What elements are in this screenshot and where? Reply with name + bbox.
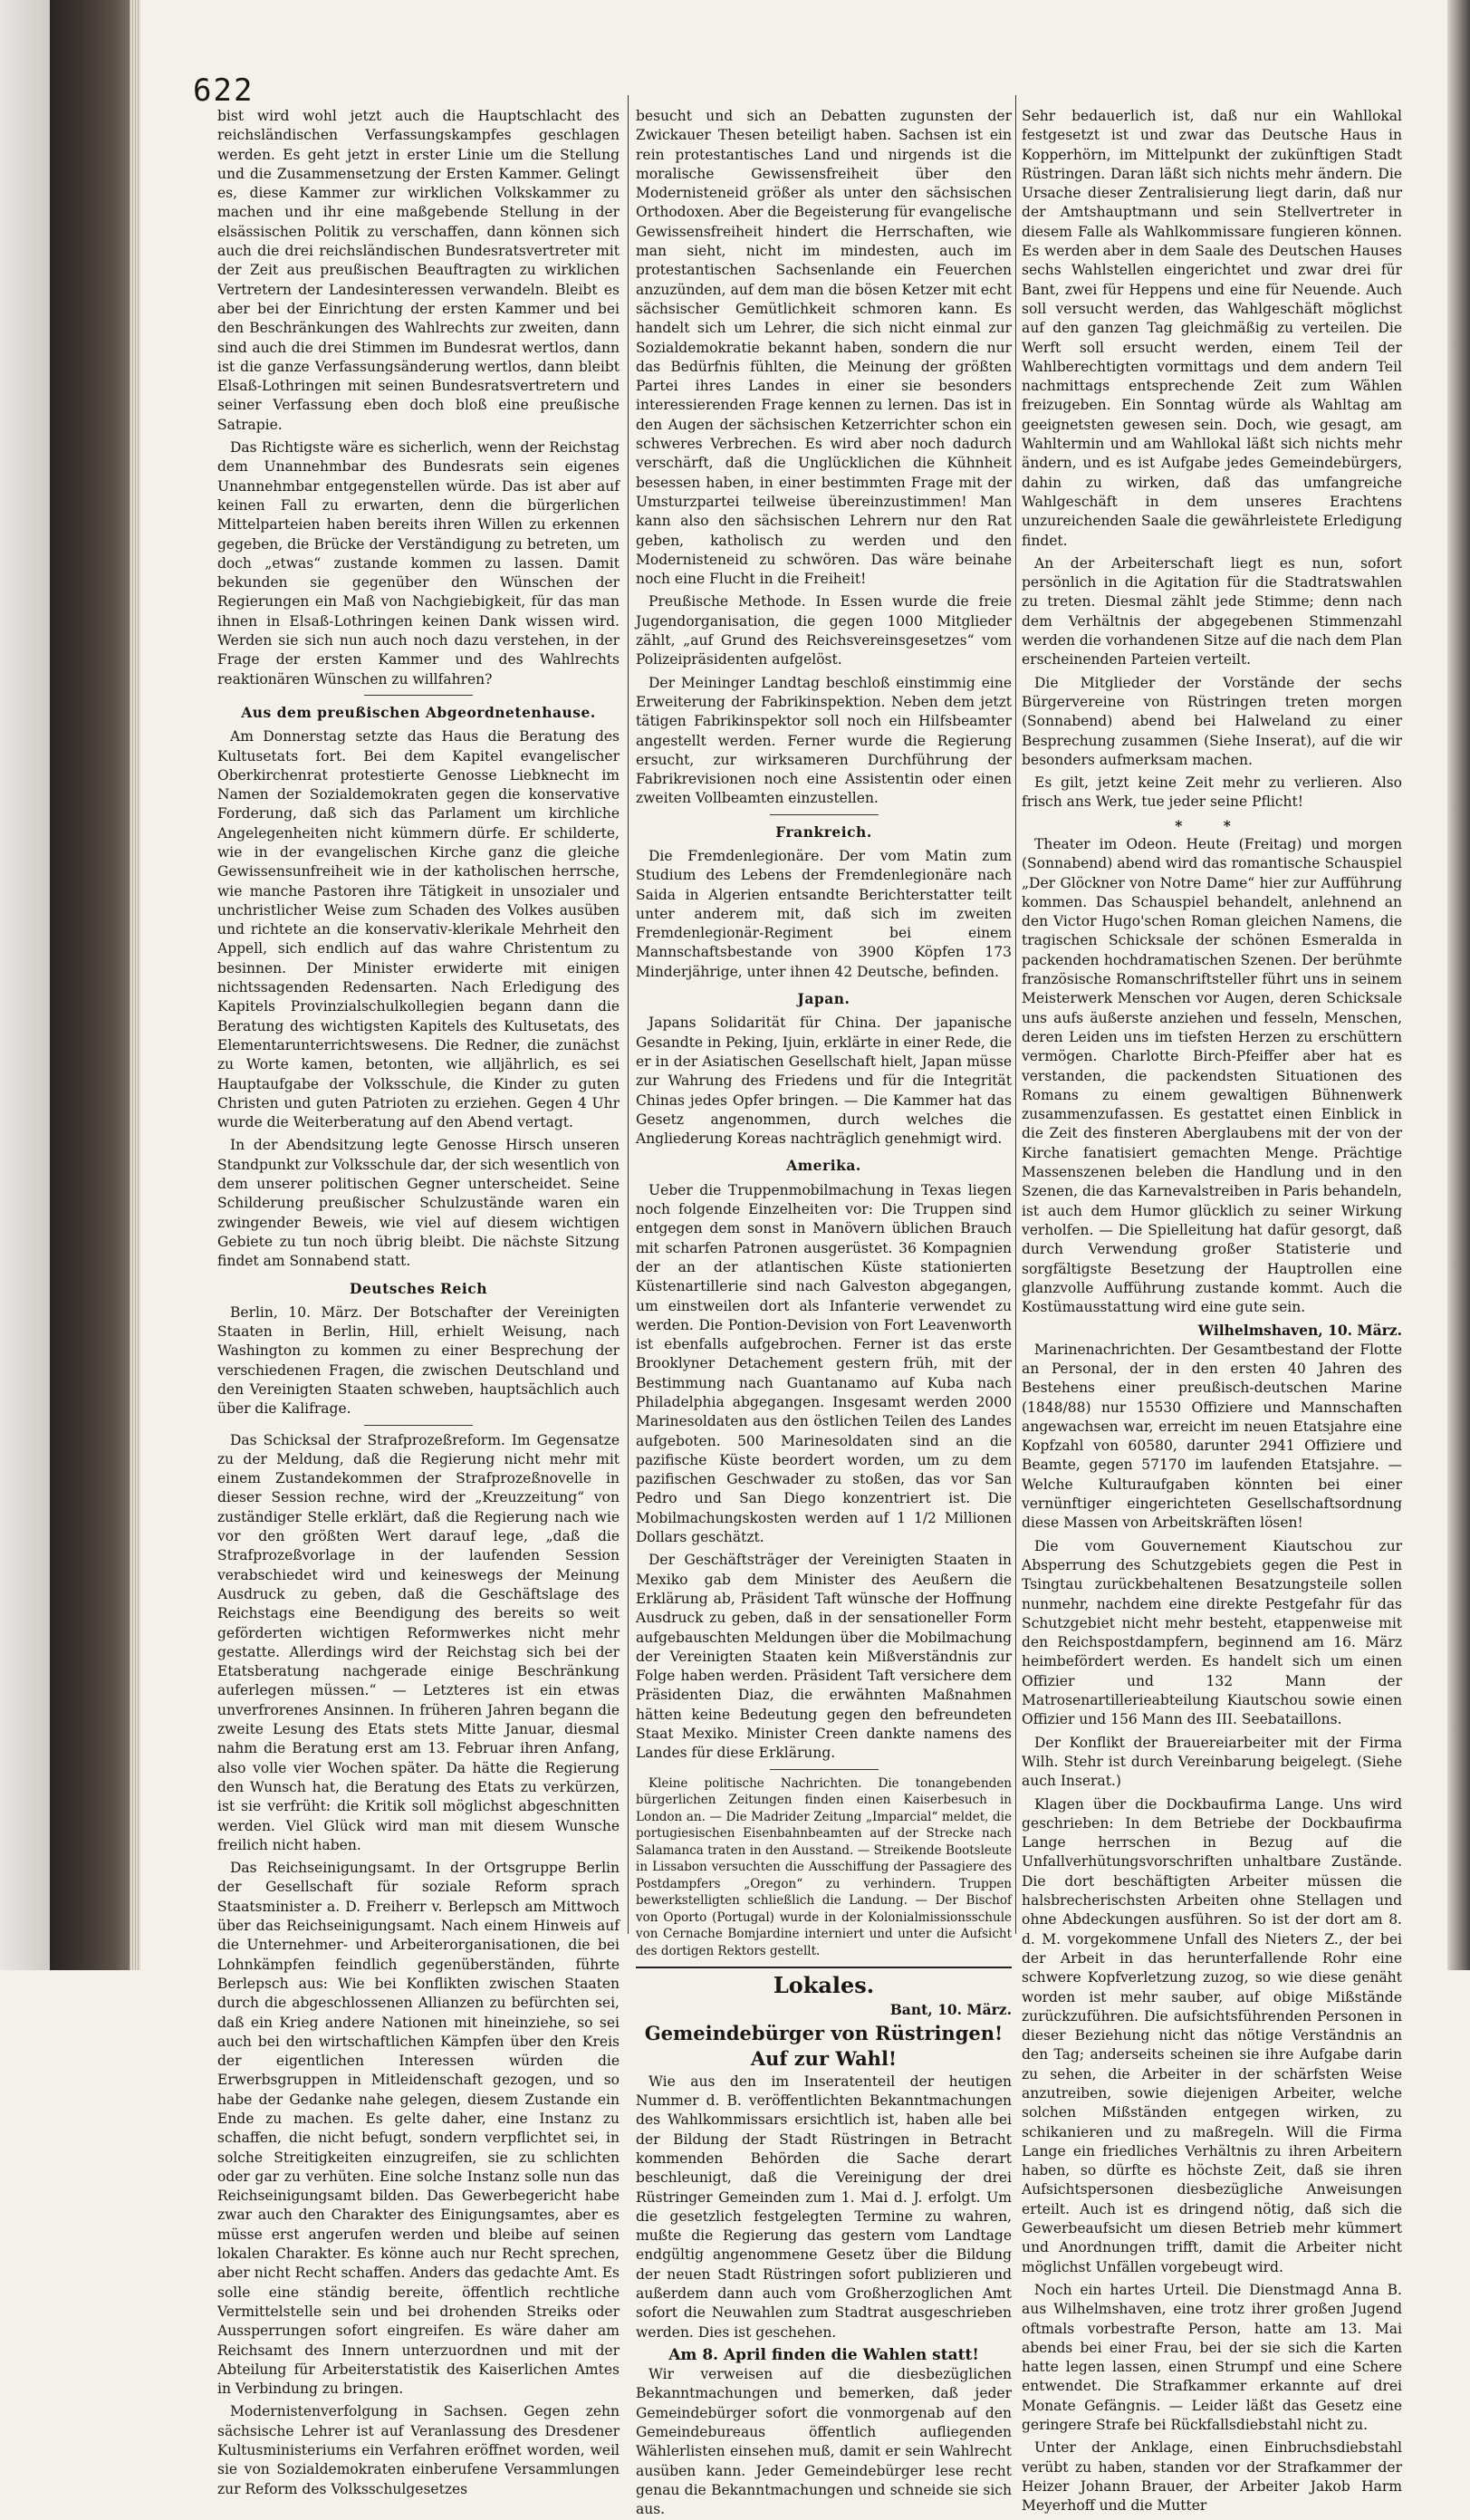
- paragraph: Das Richtigste wäre es sicherlich, wenn der Reichstag dem Unannehmbar des Bundesrats sein eigenes Unannehmbar entgegenstellen würde. Das ist aber auf keinen Fall zu erwarten, denn die bürgerlichen Mittelparteien haben bereits ihren Willen zu erkennen gegeben, die Brücke der Verständigung zu betreten, um doch „etwas“ zustande kommen zu lassen. Damit bekunden sie gegenüber den Wünschen der Regierungen ein Maß von Nachgiebigkeit, für das man ihnen in Elsaß-Lothringen keinen Dank wissen wird. Werden sie sich nun auch noch dazu verstehen, in der Frage der ersten Kammer und des Wahlrechts reaktionären Wünschen zu willfahren?: [217, 439, 620, 688]
- paragraph: Wie aus den im Inseratenteil der heutigen Nummer d. B. veröffentlichten Bekanntmachungen des Wahlkommissars ersichtlich ist, haben alle bei der Bildung der Stadt Rüstringen in Betracht kommenden Behörden die Sache derart beschleunigt, daß die Vereinigung der drei Rüstringer Gemeinden zum 1. Mai d. J. erfolgt. Um die gesetzlich festgelegten Termine zu wahren, mußte die Regierung das gestern vom Landtage endgültig angenommene Gesetz über die Bildung der neuen Stadt Rüstringen sofort publizieren und außerdem dann auch vom Großherzoglichen Amt sofort die Neuwahlen zum Stadtrat ausgeschrieben werden. Dies ist geschehen.: [636, 2073, 1012, 2341]
- paragraph: Die Fremdenlegionäre. Der vom Matin zum Studium des Lebens der Fremdenlegionäre nach Saida in Algerien entsandte Berichterstatter teilt unter anderem mit, daß sich im zweiten Fremdenlegionär-Regiment bei einem Mannschaftsbestande von 3900 Köpfen 173 Minderjährige, unter ihnen 42 Deutsche, befinden.: [636, 847, 1012, 980]
- paragraph: Japans Solidarität für China. Der japanische Gesandte in Peking, Ijuin, erklärte in einer Rede, die er in der Asiatischen Gesellschaft hielt, Japan müsse zur Wahrung des Friedens und für die Integrität Chinas jedes Opfer bringen. — Die Kammer hat das Gesetz angenommen, durch welches die Angliederung Koreas nachträglich genehmigt wird.: [636, 1015, 1012, 1148]
- column-2: [636, 107, 1012, 2518]
- paragraph: Noch ein hartes Urteil. Die Dienstmagd Anna B. aus Wilhelmshaven, eine trotz ihrer großen Jugend oftmals vorbestrafte Person, hatte am 13. Mai abends bei einer Frau, bei der sie sich die Karten hatte legen lassen, einen Strumpf und eine Schere entwendet. Die Strafkammer erkannte auf drei Monate Gefängnis. — Leider läßt das Gesetz eine geringere Strafe bei Rückfallsdiebstahl nicht zu.: [1022, 2281, 1402, 2434]
- paragraph: Preußische Methode. In Essen wurde die freie Jugendorganisation, die gegen 1000 Mitglieder zählt, „auf Grund des Reichsvereinsgesetzes“ vom Polizeipräsidenten aufgelöst.: [636, 593, 1012, 668]
- paragraph: Theater im Odeon. Heute (Freitag) und morgen (Sonnabend) abend wird das romantische Schauspiel „Der Glöckner von Notre Dame“ hier zur Aufführung kommen. Das Schauspiel behandelt, anlehnend an den Victor Hugo'schen Roman gleichen Namens, die tragischen Schicksale der schönen Esmeralda in packenden hochdramatischen Szenen. Der berühmte französische Romanschriftsteller führt uns in seinem Meisterwerk Menschen vor Augen, deren Schicksale uns aufs äußerste anziehen und fesseln, Menschen, deren Leiden uns im tiefsten Herzen zu erschüttern vermögen. Charlotte Birch-Pfeiffer aber hat es verstanden, die packendsten Situationen des Romans zu einem gewaltigen Bühnenwerk zusammenzufassen. Es gestattet einen Einblick in die Zeit des finsteren Aberglaubens mit der von der Kirche fanatisiert gemachten Menge. Prächtige Massenszenen beleben die Handlung und in den Szenen, die das Karnevalstreiben in Paris behandeln, ist auch dem Humor glücklich zu seiner Wirkung verholfen. — Die Spielleitung hat dafür gesorgt, daß durch Verwendung großer Statisterie und sorgfältigste Besetzung der Hauptrollen eine glanzvolle Aufführung zustande kommt. Auch die Kostümausstattung wird eine gute sein.: [1022, 835, 1402, 1316]
- paragraph: besucht und sich an Debatten zugunsten der Zwickauer Thesen beteiligt haben. Sachsen ist ein rein protestantisches Land und nirgends ist die moralische Gewissensfreiheit über den Modernisteneid größer als unter den sächsischen Orthodoxen. Aber die Begeisterung für evangelische Gewissensfreiheit hindert die Herrschaften, wie man sieht, nicht im mindesten, auch im protestantischen Sachsenlande ein Feuerchen anzuzünden, auf dem man die bösen Ketzer mit echt sächsischer Gemütlichkeit schmoren kann. Es handelt sich um Lehrer, die sich nicht einmal zur Sozialdemokratie bekannt haben, sondern die nur das Bedürfnis fühlten, die Meinung der größten Partei ihres Landes in einer sie besonders interessierenden Frage kennen zu lernen. Das ist in den Augen der sächsischen Ketzerrichter schon ein schweres Verbrechen. Es wird aber noch dadurch verschärft, daß die Unglücklichen die Kühnheit besessen haben, in einer bestimmten Frage mit der Umsturzpartei teilweise übereinzustimmen! Man kann also den sächsischen Lehrern nur den Rat geben, katholisch zu werden und den Modernisteneid zu schwören. Das wäre beinahe noch eine Flucht in die Freiheit!: [636, 108, 1012, 588]
- paragraph: Der Geschäftsträger der Vereinigten Staaten in Mexiko gab dem Minister des Aeußern die Erklärung ab, Präsident Taft wünsche der Hoffnung Ausdruck zu geben, daß in der sensationeller Form aufgebauschten Meldungen über die Mobilmachung der Vereinigten Staaten kein Mißverständnis zur Folge haben werden. Präsident Taft versichere dem Präsidenten Diaz, die erwähnten Maßnahmen hätten keine Bedeutung gegen den befreundeten Staat Mexiko. Minister Creen dankte namens des Landes für diese Erklärung.: [636, 1552, 1012, 1762]
- paragraph: Es gilt, jetzt keine Zeit mehr zu verlieren. Also frisch ans Werk, tue jeder seine Pflicht!: [1022, 774, 1402, 811]
- paragraph: In der Abendsitzung legte Genosse Hirsch unseren Standpunkt zur Volksschule dar, der sich wesentlich von dem unserer politischen Gegner unterscheidet. Seine Schilderung preußischer Schulzustände waren ein zwingender Beweis, wie viel auf diesem wichtigen Gebiete zu tun noch übrig bleibt. Die nächste Sitzung findet am Sonnabend statt.: [217, 1137, 620, 1270]
- paragraph: Das Reichseinigungsamt. In der Ortsgruppe Berlin der Gesellschaft für soziale Reform sprach Staatsminister a. D. Freiherr v. Berlepsch am Mittwoch über das Reichseinigungsamt. Nach einem Hinweis auf die Unternehmer- und Arbeiterorganisationen, die bei Lohnkämpfen feindlich gegenüberständen, führte Berlepsch aus: Wie bei Konflikten zwischen Staaten durch die abgeschlossenen Allianzen zu befürchten sei, daß ein Krieg andere Nationen mit hineinziehe, so sei auch bei den wirtschaftlichen Kämpfen über den Kreis der eigentlichen Interessen würden die Erwerbsgruppen in Mitleidenschaft gezogen, und so habe der Gedanke nahe gelegen, diesem Zustande ein Ende zu machen. Es gelte daher, eine Instanz zu schaffen, die nicht befugt, sondern verpflichtet sei, in solche Streitigkeiten einzugreifen, sie zu schlichten oder gar zu verhüten. Eine solche Instanz solle nun das Reichseinigungsamt bilden. Das Gewerbegericht habe zwar auch den Charakter des Einigungsamtes, aber es müsse erst angerufen werden und bleibe auf seinen lokalen Charakter. Es könne auch nur Recht sprechen, aber nicht Recht schaffen. Anders das gedachte Amt. Es solle eine ständig bereite, öffentlich rechtliche Vermittelstelle sein und bei drohenden Streiks oder Aussperrungen sofort eingreifen. Es wäre daher am Reichsamt des Innern unterzuordnen und mit der Abteilung für Arbeiterstatistik des Kaiserlichen Amtes in Verbindung zu bringen.: [217, 1860, 620, 2398]
- separator: [636, 1967, 1012, 1968]
- paragraph: Klagen über die Dockbaufirma Lange. Uns wird geschrieben: In dem Betriebe der Dockbaufirma Lange herrschen in Bezug auf die Unfallverhütungsvorschriften unhaltbare Zustände. Die dort beschäftigten Arbeiter müssen die halsbrecherischsten Arbeiten ohne Stellagen und ohne Abdeckungen ausführen. So ist der dort am 8. d. M. vorgekommene Unfall des Nieters Z., der bei der Arbeit in das herunterfallende Rohr eine schwere Kopfverletzung zuzog, so wie diese genäht worden ist mehr sauber, auf obige Mißstände zurückzuführen. Die aufsichtsführenden Personen in dieser Beziehung nicht das nötige Verständnis an den Tag; anderseits scheinen sie ihre Aufgabe darin zu sehen, die Arbeiter in der schärfsten Weise anzutreiben, sowie diejenigen Arbeiter, welche solchen Mißständen entgegen wirken, zu schikanieren und zu maßregeln. Will die Firma Lange ein friedliches Verhältnis zu ihren Arbeitern haben, so dürfte es höchste Zeit, daß sie ihren Aufsichtspersonen diesbezügliche Anweisungen erteilt. Auch ist es dringend nötig, daß sich die Gewerbeaufsicht um diesen Betrieb mehr kümmert und Anordnungen trifft, damit die Arbeiter nicht möglichst Unfällen vorgebeugt wird.: [1022, 1795, 1402, 2275]
- paragraph: Kleine politische Nachrichten. Die tonangebenden bürgerlichen Zeitungen finden einen Kaiserbesuch in London an. — Die Madrider Zeitung „Imparcial“ meldet, die portugiesischen Eisenbahnbeamten auf der Strecke nach Salamanca traten in den Ausstand. — Streikende Bootsleute in Lissabon versuchten die Ausschiffung der Passagiere des Postdampfers „Oregon“ zu verhindern. Truppen bewerkstelligten schließlich die Landung. — Der Bischof von Oporto (Portugal) wurde in der Kolonialmissionsschule von Cernache Bomjardine interniert und unter die Aufsicht des dortigen Rektors gestellt.: [636, 1775, 1012, 1958]
- paragraph: Am Donnerstag setzte das Haus die Beratung des Kultusetats fort. Bei dem Kapitel evangelischer Oberkirchenrat protestierte Genosse Liebknecht im Namen der Sozialdemokraten gegen die konservative Forderung, daß sich das Parlament um kirchliche Angelegenheiten nicht kümmern dürfe. Er schilderte, wie in der evangelischen Kirche ganz die gleiche Gewissensunfreiheit wie in der katholischen herrsche, wie manche Pastoren ihre Tätigkeit in unsozialer und unchristlicher Weise zum Schaden des Volkes ausüben und richtete an die konservativ-klerikale Mehrheit den Appell, sich endlich auf das wahre Christentum zu besinnen. Der Minister erwiderte mit einigen nichtssagenden Redensarten. Nach Erledigung des Kapitels Provinzialschulkollegien begann dann die Beratung des wichtigsten Kapitels des Kultusetats, des Elementarunterrichtswesens. Die Redner, die zunächst zu Worte kamen, betonten, wie alljährlich, es sei Hauptaufgabe der Volksschule, die Kinder zu guten Christen und guten Patrioten zu erziehen. Gegen 4 Uhr wurde die Weiterberatung auf den Abend vertagt.: [217, 728, 620, 1131]
- announcement: Am 8. April finden die Wahlen statt!: [668, 2345, 979, 2364]
- section-heading: Aus dem preußischen Abgeordnetenhause.: [241, 703, 596, 721]
- section-heading: Deutsches Reich: [350, 1279, 487, 1297]
- book-binding: [50, 0, 140, 1970]
- section-heading: Amerika.: [786, 1157, 861, 1175]
- headline: Auf zur Wahl!: [750, 2046, 898, 2070]
- section-heading: Frankreich.: [775, 822, 872, 841]
- separator: [770, 1769, 879, 1770]
- separator: [770, 814, 879, 815]
- dateline: Wilhelmshaven, 10. März.: [1197, 1322, 1402, 1340]
- separator: [364, 695, 473, 696]
- paragraph: An der Arbeiterschaft liegt es nun, sofort persönlich in die Agitation für die Stadtratswahlen zu treten. Diesmal zählt jede Stimme; denn nach dem Verhältnis der abgegebenen Stimmenzahl werden die vorhandenen Sitze auf die nach dem Plan erscheinenden Parteien verteilt.: [1022, 554, 1402, 668]
- paragraph: Modernistenverfolgung in Sachsen. Gegen zehn sächsische Lehrer ist auf Veranlassung des Dresdener Kultusministeriums ein Verfahren eröffnet worden, weil sie von Sozialdemokraten einberufene Versammlungen zur Reform des Volksschulgesetzes: [217, 2403, 620, 2497]
- paragraph: Unter der Anklage, einen Einbruchsdiebstahl verübt zu haben, standen vor der Strafkammer der Heizer Johann Brauer, der Arbeiter Jakob Harm Meyerhoff und die Mutter: [1022, 2439, 1402, 2515]
- paragraph: Ueber die Truppenmobilmachung in Texas liegen noch folgende Einzelheiten vor: Die Truppen sind entgegen dem sonst in Manövern üblichen Brauch mit scharfen Patronen ausgerüstet. 36 Kompagnien der an der atlantischen Küste stationierten Küstenartillerie sind nach Galveston abgegangen, um einstweilen dort als Infanterie verwendet zu werden. Die Pontion-Devision von Fort Leavenworth ist ebenfalls aufgebrochen. Ferner ist das erste Brooklyner Detachement gestern früh, mit der Bestimmung nach Guantanamo auf Kuba nach Philadelphia abgegangen. Insgesamt werden 2000 Marinesoldaten aus den östlichen Teilen des Landes aufgeboten. 500 Marinesoldaten sind an die pazifische Küste beordert worden, um zu dem pazifischen Geschwader zu stoßen, das vor San Pedro und San Diego konzentriert ist. Die Mobilmachungskosten werden auf 1 1/2 Millionen Dollars geschätzt.: [636, 1181, 1012, 1546]
- paragraph: Die vom Gouvernement Kiautschou zur Absperrung des Schutzgebiets gegen die Pest in Tsingtau zurückbehaltenen Besatzungsteile sollen nunmehr, nachdem eine direkte Pestgefahr für das Schutzgebiet nicht mehr besteht, etappenweise mit den Reichspostdampfern, beginnend am 16. März heimbefördert werden. Es handelt sich um einen Offizier und 132 Mann der Matrosenartillerieabteilung Kiautschou sowie einen Offizier und 156 Mann des III. Seebataillons.: [1022, 1537, 1402, 1728]
- paragraph: Marinenachrichten. Der Gesamtbestand der Flotte an Personal, der in den ersten 40 Jahren des Bestehens einer preußisch-deutschen Marine (1848/88) nur 15530 Offiziere und Mannschaften angewachsen war, erreicht im neuen Etatsjahre eine Kopfzahl von 60580, darunter 2941 Offiziere und Beamte, gegen 57170 im laufenden Etatsjahre. — Welche Kulturaufgaben könnten bei einer vernünftiger eingerichteten Gesellschaftsordnung diese Massen von Arbeitskräften lösen!: [1022, 1341, 1402, 1532]
- paragraph: Wir verweisen auf die diesbezüglichen Bekanntmachungen und bemerken, daß jeder Gemeindebürger sofort die vonmorgenab auf den Gemeindebureaus öffentlich aufliegenden Wählerlisten einsehen muß, damit er sein Wahlrecht ausüben kann. Jeder Gemeindebürger lese recht genau die Bekanntmachungen und schneide sie sich aus.: [636, 2366, 1012, 2518]
- paragraph: Die Mitglieder der Vorstände der sechs Bürgervereine von Rüstringen treten morgen (Sonnabend) abend bei Halweland zu einer Besprechung zusammen (Siehe Inserat), auf die wir besonders aufmerksam machen.: [1022, 674, 1402, 768]
- headline: Gemeindebürger von Rüstringen!: [644, 2021, 1004, 2044]
- column-rule: [628, 95, 629, 1934]
- paragraph: Sehr bedauerlich ist, daß nur ein Wahllokal festgesetzt ist und zwar das Deutsche Haus in Kopperhörn, im Mittelpunkt der zukünftigen Stadt Rüstringen. Daran läßt sich nichts mehr ändern. Die Ursache dieser Zentralisierung liegt darin, daß nur der Amtshauptmann und sein Stellvertreter in diesem Falle als Wahlkommissare fungieren können. Es werden aber in dem Saale des Deutschen Hauses sechs Wahlstellen eingerichtet und zwar drei für Bant, zwei für Heppens und eine für Neuende. Auch soll versucht werden, das Wahlgeschäft möglichst auf den ganzen Tag gleichmäßig zu verteilen. Die Werft soll ersucht werden, einem Teil der Wahlberechtigten vormittags und dem andern Teil nachmittags entsprechende Zeit zum Wählen freizugeben. Ein Sonntag würde als Wahltag am geeignetsten gewesen sein. Doch, wie gesagt, am Wahltermin und am Wahllokal läßt sich nichts mehr ändern, und es ist Aufgabe jedes Gemeindebürgers, dahin zu wirken, daß das umfangreiche Wahlgeschäft in dem unseres Erachtens unzureichenden Saale die gewährleistete Erledigung findet.: [1022, 108, 1402, 549]
- dateline: Bant, 10. März.: [889, 2001, 1012, 2019]
- paragraph: Das Schicksal der Strafprozeßreform. Im Gegensatze zu der Meldung, daß die Regierung nicht mehr mit einem Zustandekommen der Strafprozeßnovelle in dieser Session rechne, wird der „Kreuzzeitung“ von zuständiger Stelle erklärt, daß die Regierung nach wie vor den größten Wert darauf lege, „daß die Strafprozeßvorlage in der laufenden Session verabschiedet wird und keineswegs der Meinung Ausdruck zu geben, daß die Geschäftslage des Reichstags eine Beendigung des bereits so weit geförderten wichtigen Reformwerkes nicht mehr gestatte. Allerdings wird der Reichstag sich bei der Etatsberatung nachgerade einige Beschränkung auferlegen müssen.“ — Letzteres ist ein etwas unverfrorenes Ansinnen. In früheren Jahren begann die zweite Lesung des Etats stets Mitte Januar, diesmal nahm die Beratung erst am 13. Februar ihren Anfang, also volle vier Wochen später. Da hätte die Regierung den Wunsch hat, die Beratung des Etats zu verkürzen, ist sie verfrüht: die Kritik soll möglichst abgeschnitten werden. Viel Glück wird man mit diesem Wunsche freilich nicht haben.: [217, 1431, 620, 1853]
- separator: [364, 1425, 473, 1426]
- column-rule: [1015, 95, 1016, 1934]
- section-heading: Lokales.: [773, 1972, 875, 1999]
- paragraph: Berlin, 10. März. Der Botschafter der Vereinigten Staaten in Berlin, Hill, erhielt Weisung, nach Washington zu kommen zu einer Besprechung der verschiedenen Fragen, die zwischen Deutschland und den Vereinigten Staaten schweben, hauptsächlich auch über die Kalifrage.: [217, 1303, 620, 1418]
- scan-background-left: [0, 0, 50, 1970]
- column-3: [1022, 107, 1402, 2515]
- scan-background-right: [1447, 0, 1470, 1970]
- section-heading: Japan.: [797, 990, 850, 1008]
- column-1: [217, 107, 620, 2497]
- paragraph: Der Meininger Landtag beschloß einstimmig eine Erweiterung der Fabrikinspektion. Neben dem jetzt tätigen Fabrikinspektor soll noch ein Hilfsbeamter angestellt werden. Ferner wurde die Regierung ersucht, zur wirksameren Durchführung der Fabrikrevisionen noch eine Assistentin oder einen zweiten Vollbeamten einzustellen.: [636, 674, 1012, 807]
- paragraph: bist wird wohl jetzt auch die Hauptschlacht des reichsländischen Verfassungskampfes geschlagen werden. Es geht jetzt in erster Linie um die Stellung und die Zusammensetzung der Ersten Kammer. Gelingt es, diese Kammer zur wirklichen Volkskammer zu machen und ihr eine maßgebende Stellung in der elsässischen Politik zu verschaffen, dann können sich auch die drei reichsländischen Bundesratsvertreter mit der Zeit aus preußischen Beauftragten zu wirklichen Vertretern der Landesinteressen verwandeln. Bleibt es aber bei der Einrichtung der ersten Kammer und bei den Beschränkungen des Wahlrechts zur zweiten, dann sind auch die drei Stimmen im Bundesrat wertlos, dann ist die ganze Verfassungsänderung wertlos, dann bleibt Elsaß-Lothringen mit seinen Bundesratsvertretern und seiner Verfassung eben doch bloß eine preußische Satrapie.: [217, 108, 620, 433]
- separator: * *: [1175, 816, 1249, 834]
- page-number: 622: [193, 72, 255, 109]
- paragraph: Der Konflikt der Brauereiarbeiter mit der Firma Wilh. Stehr ist durch Vereinbarung beigelegt. (Siehe auch Inserat.): [1022, 1734, 1402, 1790]
